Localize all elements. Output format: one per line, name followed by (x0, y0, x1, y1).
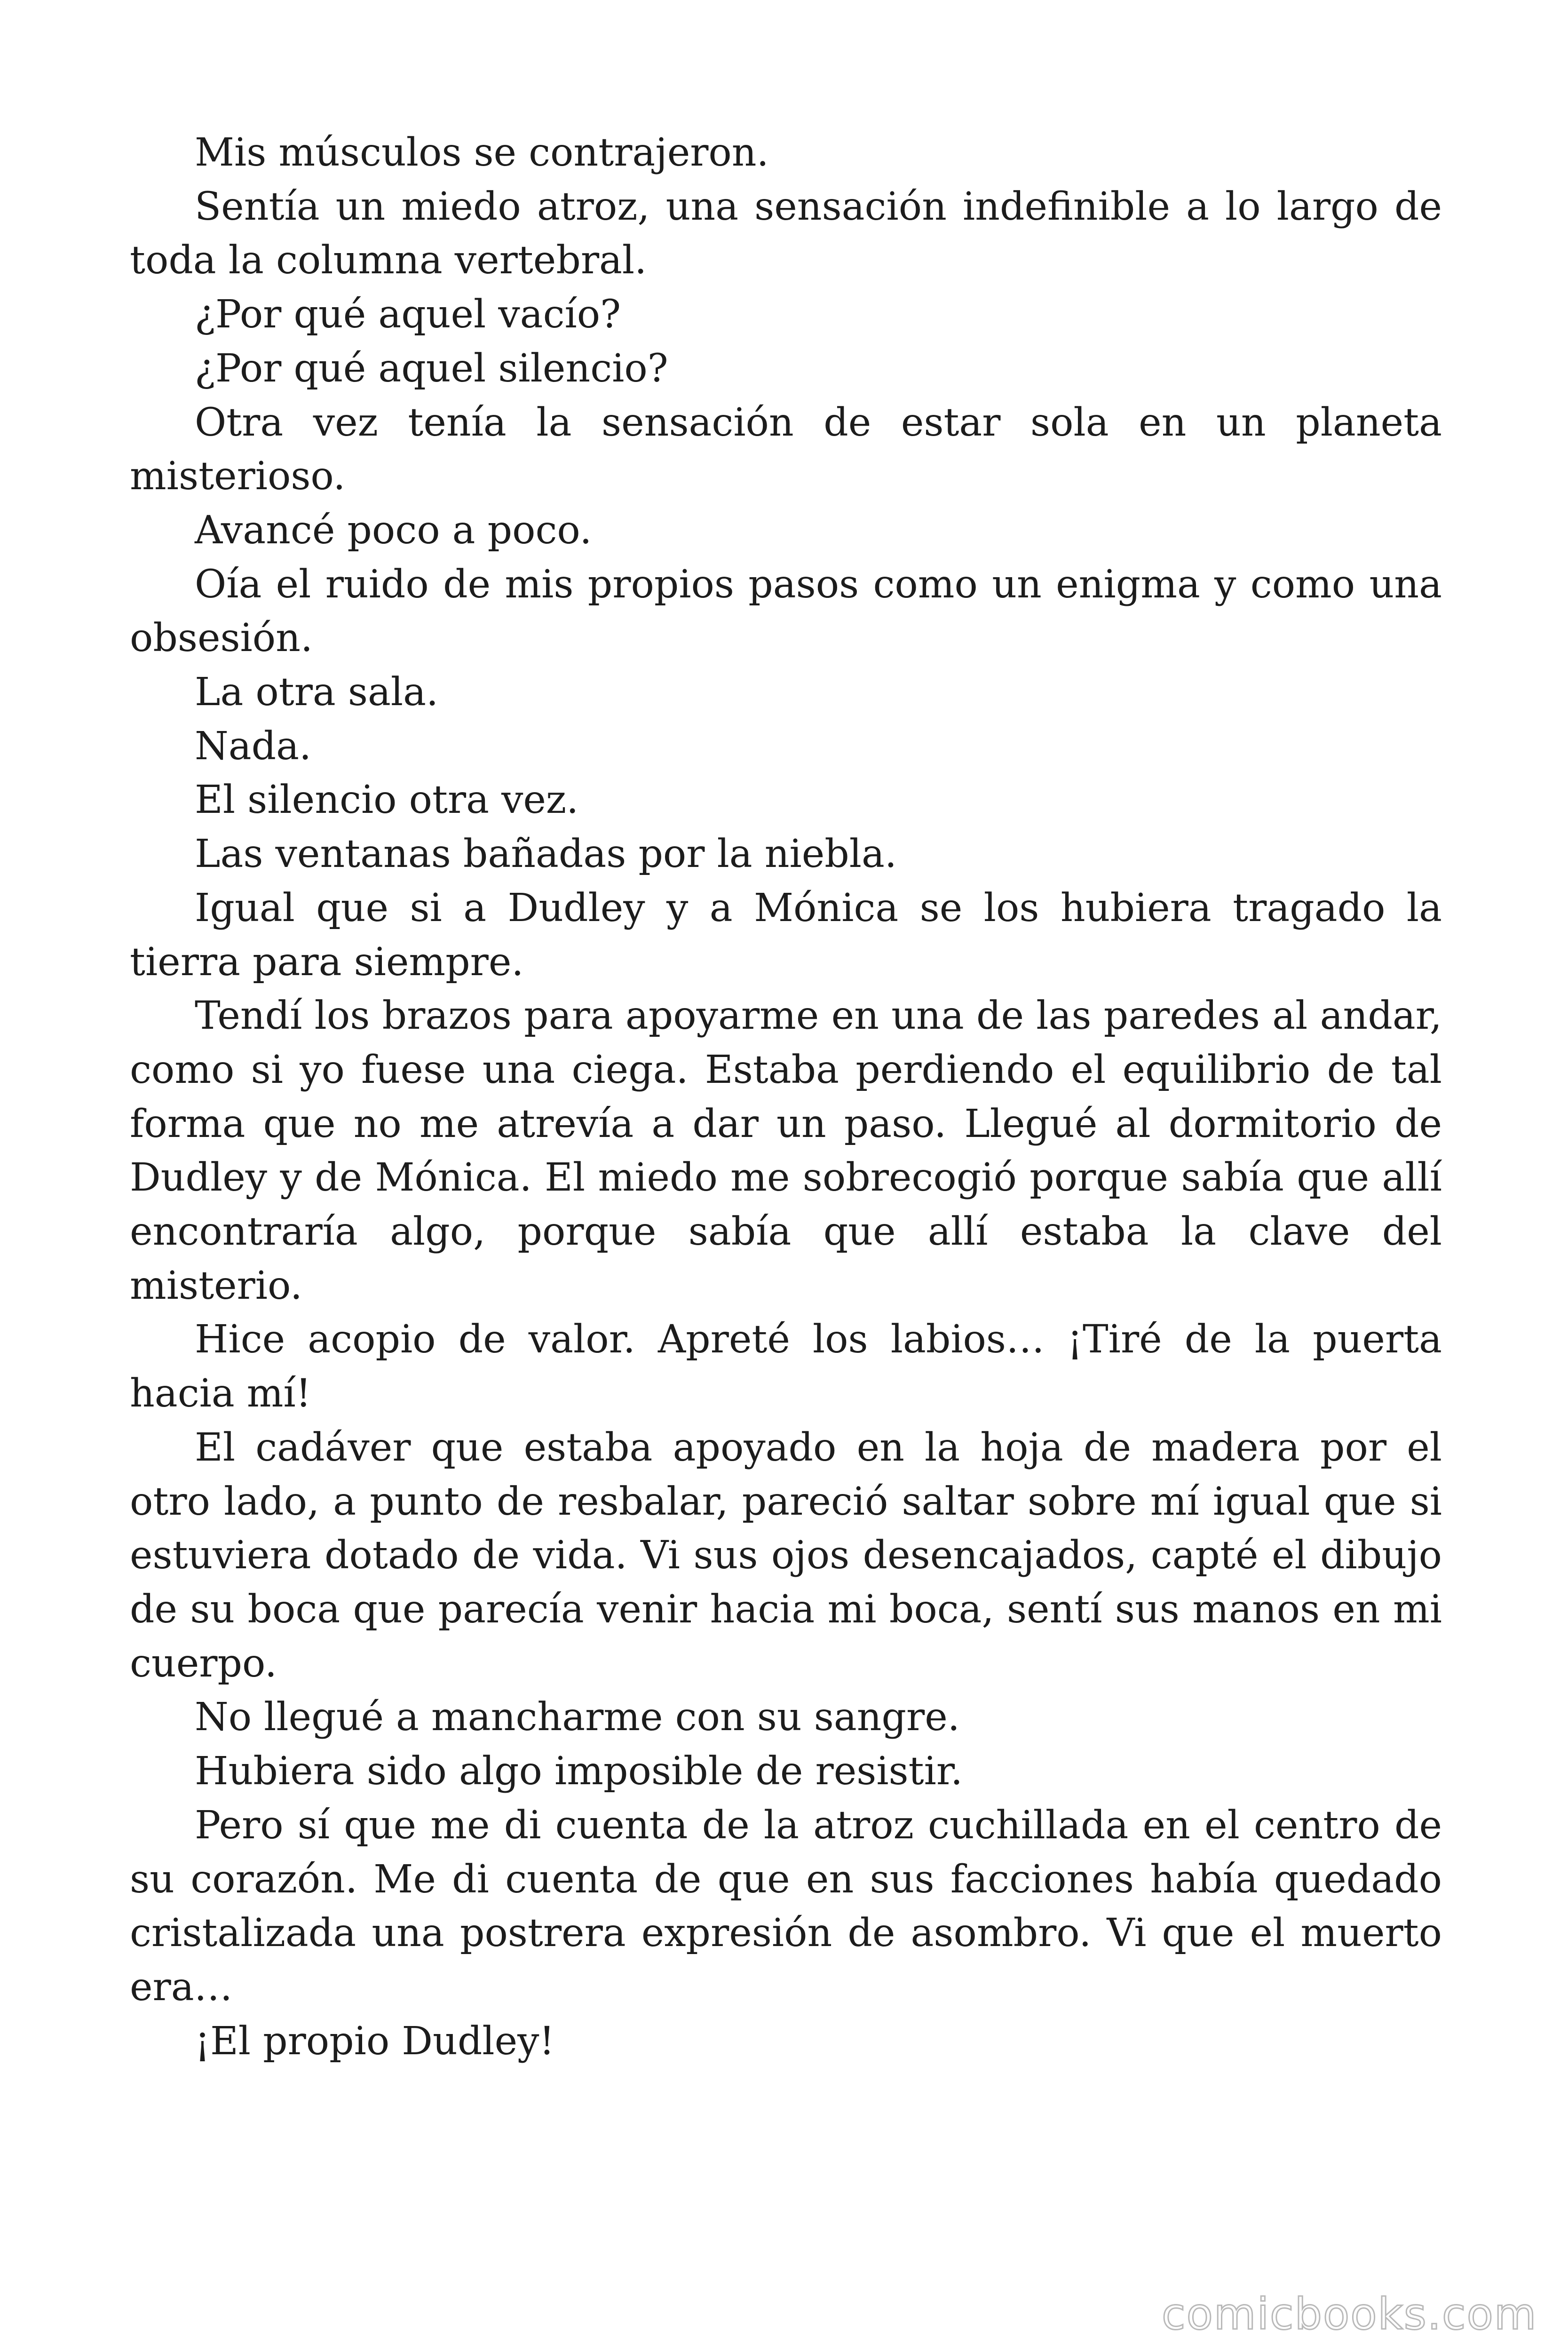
paragraph: ¿Por qué aquel vacío? (195, 292, 621, 337)
page-text (130, 126, 1442, 2068)
paragraph: Avancé poco a poco. (195, 508, 592, 553)
paragraph: Pero sí que me di cuenta de la atroz cuchillada en el centro de su corazón. Me di cuenta de que en sus facciones había quedado cristalizada una postrera expresión de asombro. Vi que el muerto era… (130, 1803, 1442, 2010)
paragraph: ¡El propio Dudley! (195, 2018, 555, 2064)
paragraph: Otra vez tenía la sensación de estar sola en un planeta misterioso. (130, 400, 1442, 499)
watermark: comicbooks.com (1162, 2289, 1537, 2339)
paragraph: La otra sala. (195, 670, 439, 715)
paragraph: El silencio otra vez. (195, 778, 579, 823)
paragraph: Tendí los brazos para apoyarme en una de las paredes al andar, como si yo fuese una ciega. Estaba perdiendo el equilibrio de tal forma que no me atrevía a dar un paso. Llegué al dormitorio de Dudley y de Mónica. El miedo me sobrecogió porque sabía que allí encontraría algo, porque sabía que allí estaba la clave del misterio. (130, 993, 1442, 1308)
paragraph: Sentía un miedo atroz, una sensación indefinible a lo largo de toda la columna vertebral. (130, 184, 1442, 283)
paragraph: No llegué a mancharme con su sangre. (195, 1695, 960, 1740)
paragraph: Hubiera sido algo imposible de resistir. (195, 1749, 963, 1794)
paragraph: Igual que si a Dudley y a Mónica se los hubiera tragado la tierra para siempre. (130, 885, 1442, 985)
paragraph: ¿Por qué aquel silencio? (195, 346, 668, 391)
paragraph: El cadáver que estaba apoyado en la hoja de madera por el otro lado, a punto de resbalar, pareció saltar sobre mí igual que si estuviera dotado de vida. Vi sus ojos desencajados, capté el dibujo de su boca que parecía venir hacia mi boca, sentí sus manos en mi cuerpo. (130, 1425, 1442, 1686)
paragraph: Oía el ruido de mis propios pasos como un enigma y como una obsesión. (130, 562, 1442, 661)
paragraph: Hice acopio de valor. Apreté los labios… ¡Tiré de la puerta hacia mí! (130, 1317, 1442, 1416)
paragraph: Mis músculos se contrajeron. (195, 130, 769, 175)
paragraph: Las ventanas bañadas por la niebla. (195, 832, 897, 877)
paragraph: Nada. (195, 723, 312, 769)
